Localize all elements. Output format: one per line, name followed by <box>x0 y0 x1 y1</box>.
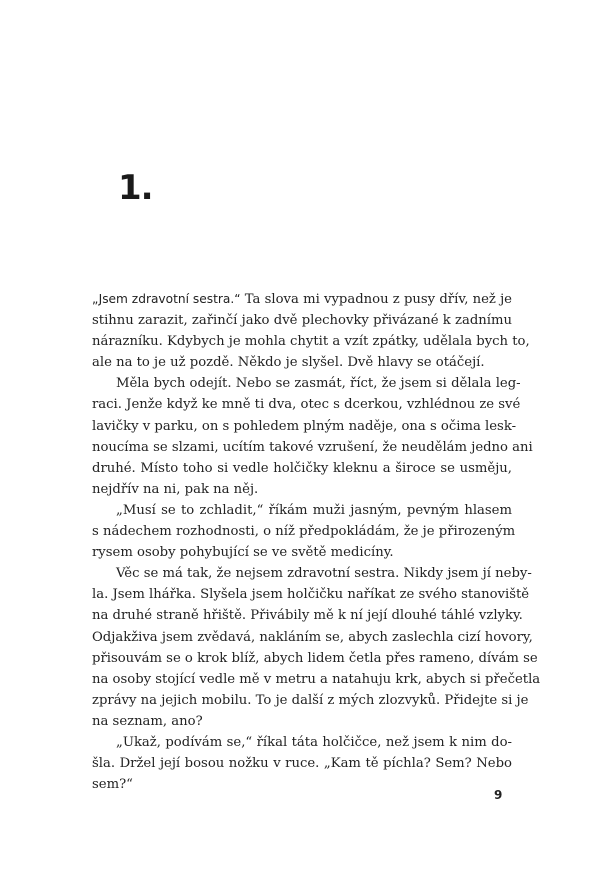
line-text: la. Jsem lhářka. Slyšela jsem holčičku naříkat ze svého stanoviště <box>92 587 530 603</box>
line-text: druhé. Místo toho si vedle holčičky kleknu a široce se usměju, <box>92 460 512 476</box>
text-line <box>92 732 512 753</box>
body-text <box>92 289 541 795</box>
line-text: zprávy na jejich mobilu. To je další z mých zlozvyků. Přidejte si je <box>92 692 529 708</box>
text-line <box>92 711 512 732</box>
text-line <box>92 605 523 626</box>
text-line <box>92 479 512 500</box>
line-text: „Musí se to zchladit,“ říkám muži jasným, pevným hlasem <box>116 502 512 518</box>
text-line <box>92 627 533 648</box>
chapter-number: 1. <box>118 168 153 208</box>
text-line <box>92 542 512 563</box>
text-line <box>92 753 512 774</box>
text-line <box>92 394 521 415</box>
line-text: s nádechem rozhodnosti, o níž předpokládám, že je přirozeným <box>92 524 516 540</box>
line-text: Odjakživa jsem zvědavá, nakláním se, abych zaslechla cizí hovory, <box>92 629 533 645</box>
text-line <box>92 331 530 352</box>
lead-in-quote: „Jsem zdravotní sestra.“ <box>92 292 241 306</box>
line-text: nárazníku. Kdybych je mohla chytit a vzít zpátky, udělala bych to, <box>92 334 530 350</box>
text-line <box>92 669 541 690</box>
text-line <box>92 563 532 584</box>
line-text: nejdřív na ni, pak na něj. <box>92 481 259 497</box>
text-line <box>92 500 512 521</box>
line-text: noucíma se slzami, ucítím takové vzrušení, že neudělám jedno ani <box>92 439 533 455</box>
line-text: Měla bych odejít. Nebo se zasmát, říct, že jsem si dělala leg- <box>116 376 521 392</box>
text-line <box>92 437 533 458</box>
line-text: šla. Držel její bosou nožku v ruce. „Kam tě píchla? Sem? Nebo <box>92 756 512 772</box>
text-line <box>92 584 530 605</box>
line-text: na seznam, ano? <box>92 713 203 729</box>
line-text: lavičky v parku, on s pohledem plným naděje, ona s očima lesk- <box>92 418 517 434</box>
text-line <box>92 521 516 542</box>
text-line <box>92 289 512 310</box>
text-line <box>92 373 521 394</box>
text-line <box>92 310 512 331</box>
text-line <box>92 774 512 795</box>
text-line <box>92 352 512 373</box>
line-text: raci. Jenže když ke mně ti dva, otec s dcerkou, vzhlédnou ze své <box>92 397 521 413</box>
line-text: na osoby stojící vedle mě v metru a natahuju krk, abych si přečetla <box>92 671 541 687</box>
line-text: na druhé straně hřiště. Přivábily mě k ní její dlouhé táhlé vzlyky. <box>92 608 523 624</box>
text-line <box>92 648 538 669</box>
text-line <box>92 690 529 711</box>
text-line <box>92 458 512 479</box>
line-text: ale na to je už pozdě. Někdo je slyšel. Dvě hlavy se otáčejí. <box>92 355 485 371</box>
line-text: stihnu zarazit, zařinčí jako dvě plechovky přivázané k zadnímu <box>92 313 512 329</box>
page-number: 9 <box>494 788 503 802</box>
line-text: „Ukaž, podívám se,“ říkal táta holčičce, než jsem k nim do- <box>116 734 512 750</box>
line-text: Ta slova mi vypadnou z pusy dřív, než je <box>240 292 512 307</box>
line-text: Věc se má tak, že nejsem zdravotní sestra. Nikdy jsem jí neby- <box>116 566 532 582</box>
line-text: přisouvám se o krok blíž, abych lidem četla přes rameno, dívám se <box>92 650 538 666</box>
text-line <box>92 416 517 437</box>
line-text: sem?“ <box>92 777 133 793</box>
line-text: rysem osoby pohybující se ve světě medicíny. <box>92 545 394 561</box>
